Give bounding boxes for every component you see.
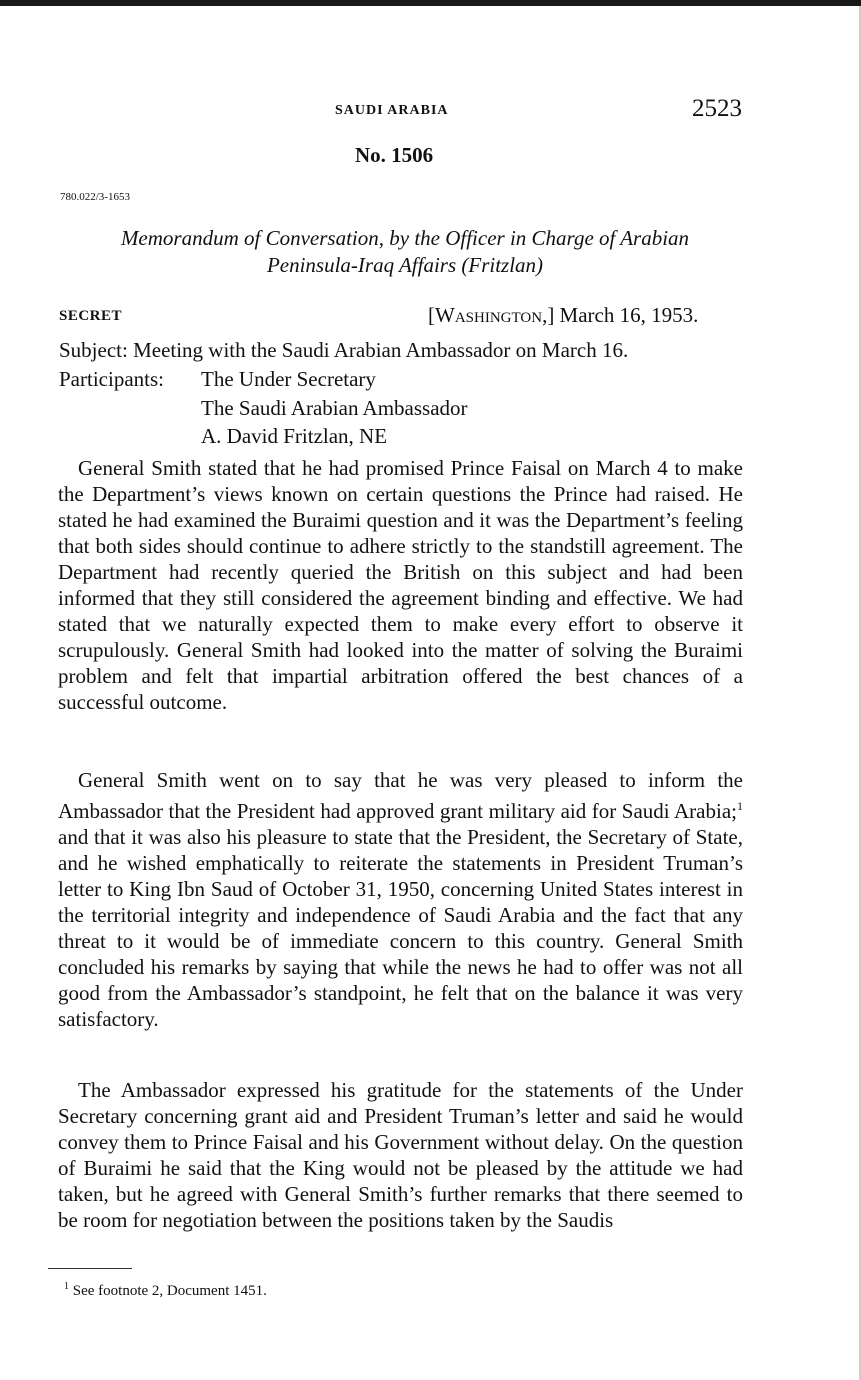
participant-item: The Saudi Arabian Ambassador <box>201 396 468 420</box>
dateline-open: [ <box>428 303 435 327</box>
paragraph-3 <box>58 1077 743 1233</box>
dateline <box>428 303 698 328</box>
participant-item: A. David Fritzlan, NE <box>201 424 388 448</box>
dateline-place-initial: W <box>435 303 455 327</box>
document-title-line-1: Memorandum of Conversation, by the Officer in Charge of Arabian <box>120 226 690 250</box>
document-number: No. 1506 <box>355 143 434 167</box>
paragraph-2-before-note: General Smith went on to say that he was very pleased to inform the Ambassador that the President had approved grant military aid for Saudi Arabia; <box>58 768 743 823</box>
classification-marking: SECRET <box>59 308 123 324</box>
page-top-border <box>0 0 861 6</box>
page-number: 2523 <box>692 95 742 122</box>
footnote-reference[interactable]: 1 <box>737 799 743 813</box>
document-title-line-2: Peninsula-Iraq Affairs (Fritzlan) <box>266 253 544 277</box>
footnote <box>64 1281 267 1300</box>
paragraph-1 <box>58 455 743 715</box>
document-title <box>40 225 770 279</box>
dateline-place-rest: ASHINGTON <box>454 310 543 326</box>
paragraph-2-after-note: and that it was also his pleasure to state that the President, the Secretary of State, and he wished emphatically to reiterate the statements in President Truman’s letter to King Ibn Saud of October 31, 1950, concerning United States interest in the territorial integrity and independence of Saudi Arabia and the fact that any threat to it would be of immediate concern to this country. General Smith concluded his remarks by saying that while the news he had to offer was not all good from the Ambassador’s standpoint, he felt that on the balance it was very satisfactory. <box>58 825 743 1031</box>
subject-line: Subject: Meeting with the Saudi Arabian Ambassador on March 16. <box>59 338 629 362</box>
paragraph-2 <box>58 767 743 1032</box>
paragraph-3-text: The Ambassador expressed his gratitude for the statements of the Under Secretary concerning grant aid and President Truman’s letter and said he would convey them to Prince Faisal and his Government without delay. On the question of Buraimi he said that the King would not be pleased by the attitude we had taken, but he agreed with General Smith’s further remarks that there seemed to be room for negotiation between the positions taken by the Saudis <box>58 1078 743 1232</box>
footnote-text: See footnote 2, Document 1451. <box>69 1283 267 1299</box>
dateline-date: ,] March 16, 1953. <box>542 303 699 327</box>
running-head: SAUDI ARABIA <box>335 103 449 118</box>
paragraph-2-text <box>58 767 743 1032</box>
file-number: 780.022/3-1653 <box>60 191 130 203</box>
participant-item: The Under Secretary <box>201 367 376 391</box>
participants-label: Participants: <box>59 367 164 391</box>
footnote-marker: 1 <box>64 1281 69 1292</box>
footnote-divider <box>48 1268 132 1269</box>
paragraph-1-text: General Smith stated that he had promised Prince Faisal on March 4 to make the Department’s views known on certain questions the Prince had raised. He stated he had examined the Buraimi question and it was the Department’s feeling that both sides should continue to adhere strictly to the standstill agreement. The Department had recently queried the British on this subject and had been informed that they still considered the agreement binding and effective. We had stated that we naturally expected them to make every effort to observe it scrupulously. General Smith had looked into the matter of solving the Buraimi problem and felt that impartial arbitration offered the best chances of a successful outcome. <box>58 456 743 714</box>
